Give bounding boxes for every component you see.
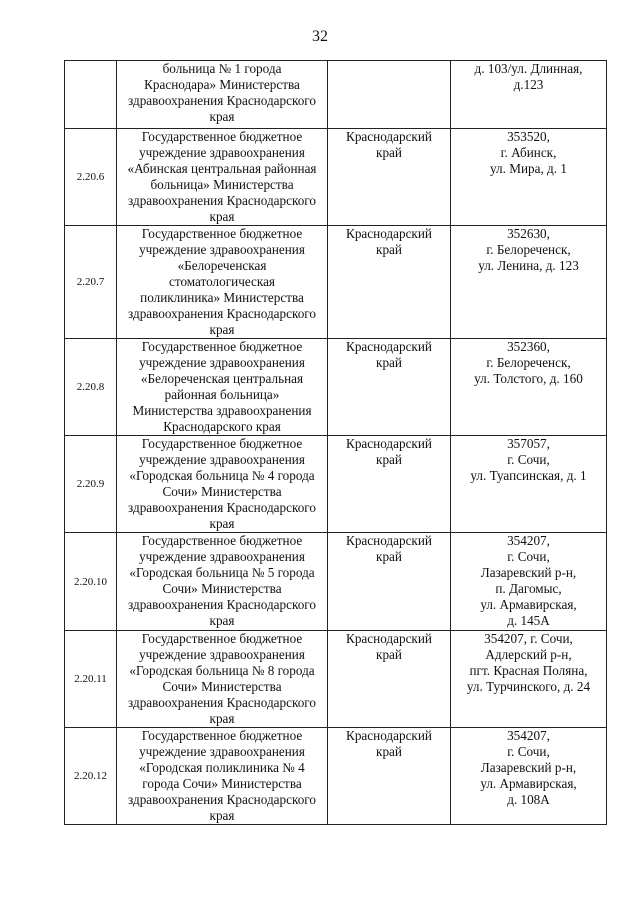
institution-name-cell-line: края <box>209 711 235 726</box>
region-cell-line: Краснодарский <box>346 631 432 646</box>
institution-name-cell <box>117 61 328 129</box>
table-row <box>65 533 607 631</box>
region-cell-line: край <box>376 145 402 160</box>
table-row <box>65 61 607 129</box>
address-cell-line: ул. Толстого, д. 160 <box>474 371 583 386</box>
address-cell-line: пгт. Красная Поляна, <box>469 663 588 678</box>
table-body <box>65 61 607 825</box>
institution-name-cell-line: учреждение здравоохранения <box>139 355 305 370</box>
institution-name-cell-line: учреждение здравоохранения <box>139 744 305 759</box>
row-number: 2.20.12 <box>65 728 117 825</box>
address-cell-line: ул. Армавирская, <box>480 776 577 791</box>
address-cell <box>451 61 607 129</box>
institution-name-cell <box>117 226 328 339</box>
institution-name-cell-line: «Белореченская <box>177 258 267 273</box>
region-cell-line: Краснодарский <box>346 436 432 451</box>
address-cell-line: ул. Туапсинская, д. 1 <box>470 468 587 483</box>
address-cell <box>451 728 607 825</box>
table-row <box>65 339 607 436</box>
institution-name-cell <box>117 129 328 226</box>
region-cell-line: Краснодарский <box>346 226 432 241</box>
institution-name-cell-line: стоматологическая <box>169 274 275 289</box>
row-number: 2.20.7 <box>65 226 117 339</box>
region-cell <box>328 436 451 533</box>
institution-name-cell-line: «Городская больница № 5 города <box>129 565 315 580</box>
row-number <box>65 61 117 129</box>
address-cell-line: г. Сочи, <box>507 744 550 759</box>
region-cell <box>328 226 451 339</box>
institution-name-cell-line: «Городская больница № 8 города <box>129 663 315 678</box>
address-cell-line: 353520, <box>507 129 550 144</box>
institution-name-cell-line: Краснодарского края <box>163 419 281 434</box>
region-cell-line: Краснодарский <box>346 728 432 743</box>
institution-name-cell-line: учреждение здравоохранения <box>139 145 305 160</box>
institution-name-cell-line: города Сочи» Министерства <box>142 776 302 791</box>
institution-name-cell-line: «Белореченская центральная <box>140 371 304 386</box>
table-row <box>65 129 607 226</box>
address-cell <box>451 226 607 339</box>
region-cell-line: край <box>376 355 402 370</box>
region-cell-line: край <box>376 452 402 467</box>
row-number: 2.20.8 <box>65 339 117 436</box>
address-cell-line: г. Сочи, <box>507 452 550 467</box>
row-number: 2.20.9 <box>65 436 117 533</box>
address-cell <box>451 339 607 436</box>
institution-name-cell-line: «Абинская центральная районная <box>127 161 317 176</box>
address-cell-line: Адлерский р-н, <box>485 647 572 662</box>
institution-name-cell-line: учреждение здравоохранения <box>139 549 305 564</box>
address-cell-line: ул. Мира, д. 1 <box>490 161 567 176</box>
address-cell-line: г. Сочи, <box>507 549 550 564</box>
address-cell-line: Лазаревский р-н, <box>480 565 577 580</box>
institution-name-cell-line: Сочи» Министерства <box>162 679 282 694</box>
address-cell-line: г. Белореченск, <box>486 242 571 257</box>
address-cell <box>451 436 607 533</box>
region-cell <box>328 129 451 226</box>
institution-name-cell-line: Государственное бюджетное <box>141 728 303 743</box>
region-cell-line: край <box>376 549 402 564</box>
table-row <box>65 436 607 533</box>
region-cell-line: Краснодарский <box>346 339 432 354</box>
address-cell <box>451 533 607 631</box>
region-cell <box>328 631 451 728</box>
institution-name-cell-line: Министерства здравоохранения <box>132 403 312 418</box>
region-cell-line: край <box>376 647 402 662</box>
address-cell <box>451 631 607 728</box>
institution-name-cell-line: районная больница» <box>164 387 280 402</box>
institution-name-cell-line: края <box>209 808 235 823</box>
region-cell-line: край <box>376 242 402 257</box>
address-cell-line: д. 108А <box>507 792 550 807</box>
institution-name-cell-line: Государственное бюджетное <box>141 631 303 646</box>
institution-name-cell-line: края <box>209 613 235 628</box>
institutions-table <box>64 60 607 825</box>
institution-name-cell <box>117 339 328 436</box>
institution-name-cell-line: здравоохранения Краснодарского <box>128 500 316 515</box>
institution-name-cell-line: учреждение здравоохранения <box>139 242 305 257</box>
region-cell-line: край <box>376 744 402 759</box>
address-cell-line: 352630, <box>507 226 550 241</box>
address-cell-line: Лазаревский р-н, <box>480 760 577 775</box>
institution-name-cell-line: Государственное бюджетное <box>141 129 303 144</box>
institution-name-cell-line: Государственное бюджетное <box>141 436 303 451</box>
address-cell-line: г. Белореченск, <box>486 355 571 370</box>
institution-name-cell-line: Сочи» Министерства <box>162 484 282 499</box>
institution-name-cell-line: «Городская больница № 4 города <box>129 468 315 483</box>
address-cell-line: д. 145А <box>507 613 550 628</box>
region-cell-line: Краснодарский <box>346 129 432 144</box>
institution-name-cell <box>117 631 328 728</box>
institution-name-cell-line: края <box>209 209 235 224</box>
region-cell <box>328 533 451 631</box>
institution-name-cell-line: здравоохранения Краснодарского <box>128 93 316 108</box>
institution-name-cell-line: края <box>209 109 235 124</box>
region-cell <box>328 61 451 129</box>
row-number: 2.20.11 <box>65 631 117 728</box>
institution-name-cell-line: больница № 1 города <box>162 61 282 76</box>
region-cell <box>328 339 451 436</box>
institution-name-cell-line: учреждение здравоохранения <box>139 452 305 467</box>
institution-name-cell-line: края <box>209 516 235 531</box>
address-cell-line: 354207, <box>507 728 550 743</box>
address-cell-line: 354207, г. Сочи, <box>484 631 573 646</box>
institution-name-cell-line: Сочи» Министерства <box>162 581 282 596</box>
institution-name-cell-line: поликлиника» Министерства <box>140 290 304 305</box>
region-cell-line: Краснодарский <box>346 533 432 548</box>
row-number: 2.20.6 <box>65 129 117 226</box>
row-number: 2.20.10 <box>65 533 117 631</box>
table-row <box>65 728 607 825</box>
region-cell <box>328 728 451 825</box>
address-cell-line: 354207, <box>507 533 550 548</box>
institution-name-cell-line: учреждение здравоохранения <box>139 647 305 662</box>
institution-name-cell-line: Государственное бюджетное <box>141 226 303 241</box>
address-cell-line: г. Абинск, <box>500 145 557 160</box>
institution-name-cell-line: Государственное бюджетное <box>141 339 303 354</box>
address-cell-line: ул. Турчинского, д. 24 <box>466 679 591 694</box>
institution-name-cell-line: здравоохранения Краснодарского <box>128 695 316 710</box>
address-cell-line: ул. Армавирская, <box>480 597 577 612</box>
institution-name-cell-line: здравоохранения Краснодарского <box>128 193 316 208</box>
institution-name-cell-line: Государственное бюджетное <box>141 533 303 548</box>
institution-name-cell-line: Краснодара» Министерства <box>144 77 300 92</box>
address-cell-line: 352360, <box>507 339 550 354</box>
institution-name-cell-line: здравоохранения Краснодарского <box>128 597 316 612</box>
institution-name-cell <box>117 436 328 533</box>
address-cell-line: ул. Ленина, д. 123 <box>478 258 579 273</box>
institution-name-cell-line: здравоохранения Краснодарского <box>128 792 316 807</box>
address-cell-line: п. Дагомыс, <box>495 581 562 596</box>
address-cell <box>451 129 607 226</box>
table-row <box>65 631 607 728</box>
address-cell-line: д.123 <box>513 77 544 92</box>
institution-name-cell-line: края <box>209 322 235 337</box>
institution-name-cell-line: здравоохранения Краснодарского <box>128 306 316 321</box>
institution-name-cell <box>117 533 328 631</box>
page-number: 32 <box>312 28 328 45</box>
address-cell-line: 357057, <box>507 436 550 451</box>
address-cell-line: д. 103/ул. Длинная, <box>474 61 583 76</box>
institution-name-cell <box>117 728 328 825</box>
institution-name-cell-line: больница» Министерства <box>150 177 294 192</box>
table-row <box>65 226 607 339</box>
institution-name-cell-line: «Городская поликлиника № 4 <box>139 760 305 775</box>
